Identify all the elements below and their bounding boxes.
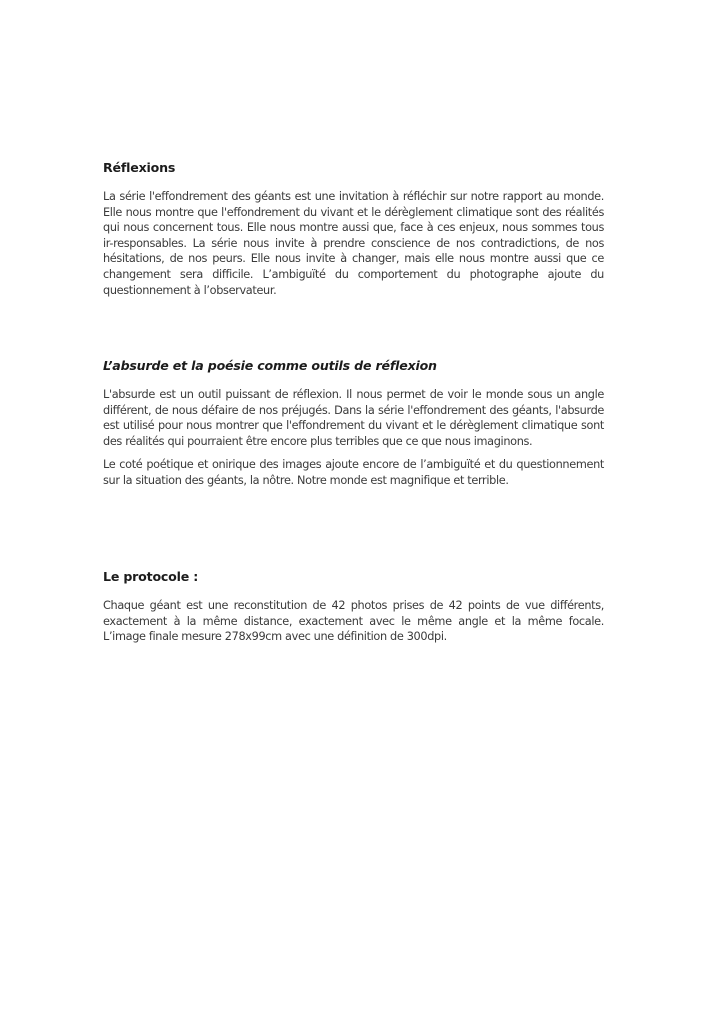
paragraph: L'absurde est un outil puissant de réflexion. Il nous permet de voir le monde sous un angle différent, de nous défaire de nos préjugés. Dans la série l'effondrement des géants, l'absurde est utilisé pour nous montrer que l'effondrement du vivant et le dérèglement climatique sont des réalités qui pourraient être encore plus terribles que ce que nous imaginons. (103, 388, 604, 448)
section-heading: L’absurde et la poésie comme outils de réflexion (103, 358, 437, 373)
paragraph: Le coté poétique et onirique des images ajoute encore de l’ambiguïté et du questionnement sur la situation des géants, la nôtre. Notre monde est magnifique et terrible. (103, 458, 604, 487)
section-heading: Le protocole : (103, 569, 199, 584)
section-protocole (103, 569, 604, 645)
paragraph: Chaque géant est une reconstitution de 42 photos prises de 42 points de vue différents, exactement à la même distance, exactement avec le même angle et la même focale. L’image finale mesure 278x99cm avec une définition de 300dpi. (103, 599, 604, 644)
section-absurde-poesie (103, 358, 604, 489)
section-heading: Réflexions (103, 160, 176, 175)
paragraph: La série l'effondrement des géants est une invitation à réfléchir sur notre rapport au monde. Elle nous montre que l'effondrement du vivant et le dérèglement climatique sont des réalités qui nous concernent tous. Elle nous montre aussi que, face à ces enjeux, nous sommes tous ir-responsables. La série nous invite à prendre conscience de nos contradictions, de nos hésitations, de nos peurs. Elle nous invite à changer, mais elle nous montre aussi que ce changement sera difficile. L’ambiguïté du comportement du photographe ajoute du questionnement à l’observateur. (103, 190, 604, 297)
section-reflexions (103, 160, 604, 298)
